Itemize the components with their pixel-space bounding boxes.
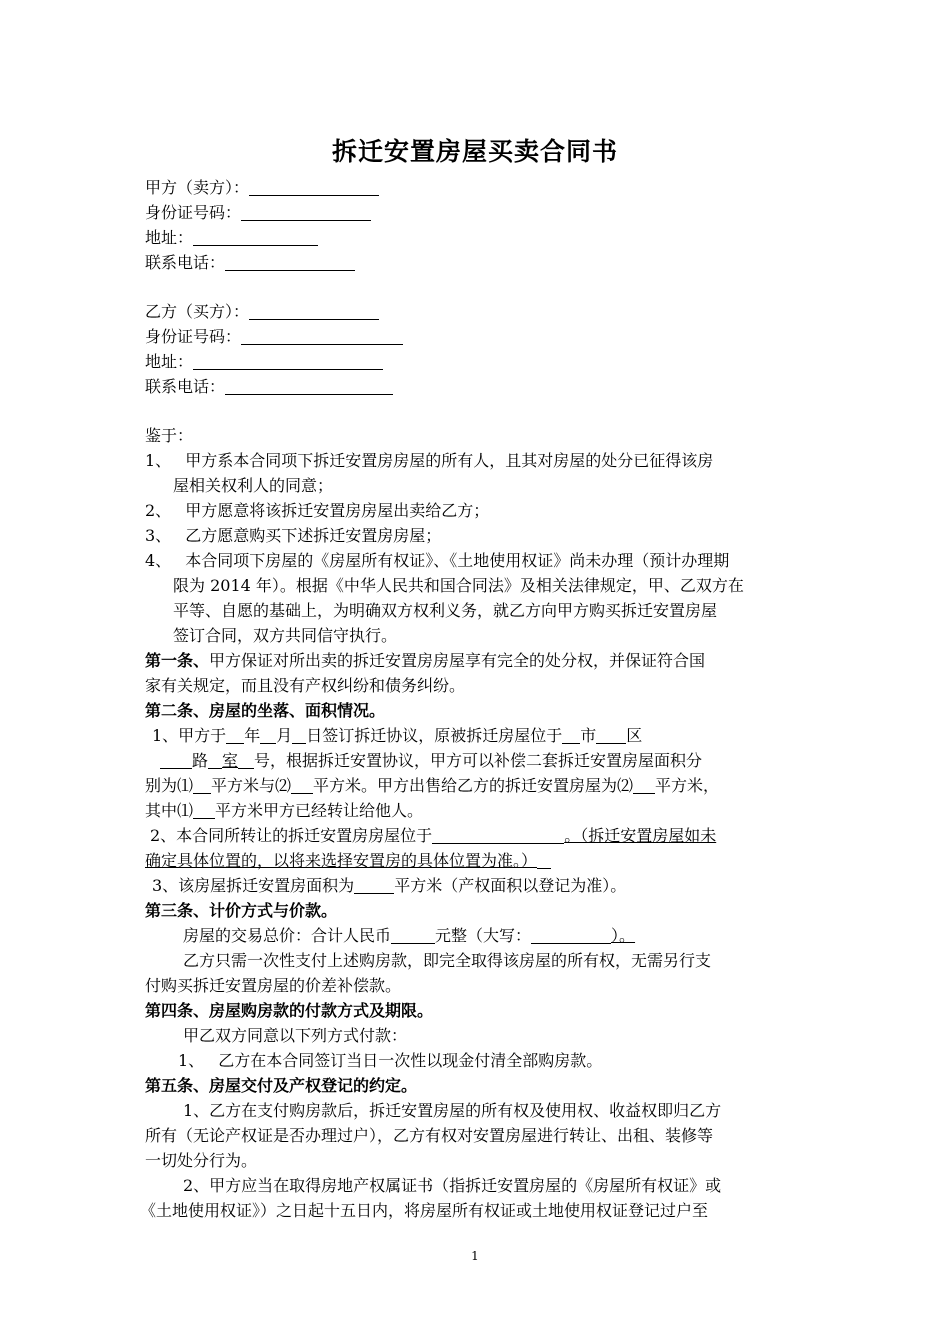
document-title: 拆迁安置房屋买卖合同书 [331, 137, 618, 166]
article-1-heading: 第一条、 [145, 651, 210, 670]
party-a-name-line [145, 177, 379, 199]
clause-text: 号，根据拆迁安置协议，甲方可以补偿二套拆迁安置房屋面积分 [254, 751, 703, 770]
article-2-clause-1 [152, 725, 642, 747]
item-number: 1、 [178, 1051, 205, 1070]
item-text: 乙方愿意购买下述拆迁安置房房屋； [185, 526, 442, 545]
whereas-item-3 [145, 525, 441, 547]
party-a-address-blank [193, 229, 318, 246]
article-2-clause-1-cont [160, 750, 702, 772]
day-blank [292, 727, 306, 744]
room-blank-a [208, 752, 222, 769]
area-sold-blank [633, 777, 655, 794]
article-2-clause-3 [152, 875, 626, 897]
clause-text: 别为⑴ [145, 776, 194, 795]
party-b-name-label: 乙方（买方）： [145, 302, 250, 321]
article-1-text: 甲方保证对所出卖的拆迁安置房房屋享有完全的处分权，并保证符合国 [209, 651, 706, 670]
district-blank [596, 727, 626, 744]
article-4-text: 甲乙双方同意以下列方式付款： [183, 1026, 408, 1045]
clause-text: 3、该房屋拆迁安置房面积为 [152, 876, 355, 895]
party-b-phone-blank [225, 378, 393, 395]
clause-text: 1、甲方于 [152, 726, 227, 745]
party-a-name-blank [249, 179, 379, 196]
party-a-id-line [145, 202, 371, 224]
room-blank-b [238, 752, 254, 769]
item-number: 2、 [145, 501, 172, 520]
clause-text: 市 [580, 726, 597, 745]
item-number: 3、 [145, 526, 172, 545]
page-number: 1 [471, 1249, 479, 1263]
article-5-clause-1-cont: 所有（无论产权证是否办理过户），乙方有权对安置房屋进行转让、出租、装修等 [145, 1126, 714, 1145]
clause-text: 。（拆迁安置房屋如未 [564, 826, 717, 845]
article-3-heading: 第三条、计价方式与价款。 [145, 901, 338, 920]
party-b-id-line [145, 326, 403, 348]
price-blank [391, 927, 435, 944]
clause-text: 平方米甲方已经转让给他人。 [215, 801, 424, 820]
article-2-clause-1-cont [145, 775, 719, 797]
item-text: 甲方愿意将该拆迁安置房房屋出卖给乙方； [185, 501, 490, 520]
clause-text: 平方米（产权面积以登记为准）。 [394, 876, 627, 895]
article-2-clause-2 [150, 825, 716, 847]
article-3-text: 乙方只需一次性支付上述购房款，即完全取得该房屋的所有权，无需另行支 [183, 951, 712, 970]
month-blank [260, 727, 276, 744]
article-5-heading: 第五条、房屋交付及产权登记的约定。 [145, 1076, 418, 1095]
party-a-name-label: 甲方（卖方）： [145, 178, 250, 197]
party-a-phone-line [145, 252, 355, 274]
clause-text: 其中⑴ [145, 801, 194, 820]
area-2-blank [291, 777, 313, 794]
party-b-name-line [145, 301, 379, 323]
item-text: 乙方在本合同签订当日一次性以现金付清全部购房款。 [218, 1051, 603, 1070]
article-1-cont: 家有关规定，而且没有产权纠纷和债务纠纷。 [145, 676, 466, 695]
whereas-item-4-cont: 签订合同，双方共同信守执行。 [173, 626, 398, 645]
city-blank [562, 727, 580, 744]
clause-text: 年 [244, 726, 261, 745]
party-a-id-blank [241, 204, 371, 221]
item-text: 本合同项下房屋的《房屋所有权证》、《土地使用权证》尚未办理（预计办理期 [185, 551, 730, 570]
party-b-address-line [145, 351, 383, 373]
clause-text: 室 [222, 751, 239, 770]
party-a-address-label: 地址： [145, 228, 194, 247]
clause-text: 平方米与⑵ [211, 776, 292, 795]
article-3-text-cont: 付购买拆迁安置房屋的价差补偿款。 [145, 976, 402, 995]
clause-text: 平方米， [655, 776, 720, 795]
party-b-address-blank [193, 353, 383, 370]
party-a-id-label: 身份证号码： [145, 203, 242, 222]
price-words-blank [531, 927, 611, 944]
whereas-item-2 [145, 500, 489, 522]
article-5-clause-1-cont: 一切处分行为。 [145, 1151, 258, 1170]
article-1-line [145, 650, 705, 672]
road-blank [160, 752, 192, 769]
whereas-heading: 鉴于： [145, 426, 194, 445]
party-b-address-label: 地址： [145, 352, 194, 371]
clause-text: 2、本合同所转让的拆迁安置房房屋位于 [150, 826, 433, 845]
party-a-phone-label: 联系电话： [145, 253, 226, 272]
location-blank [432, 827, 564, 844]
clause-text: 元整（大写： [435, 926, 532, 945]
whereas-item-4 [145, 550, 729, 572]
article-2-heading: 第二条、房屋的坐落、面积情况。 [145, 701, 386, 720]
year-blank [226, 727, 244, 744]
clause-text: 区 [626, 726, 643, 745]
clause-text: 房屋的交易总价：合计人民币 [183, 926, 392, 945]
article-3-price-line [183, 925, 635, 947]
area-1-blank [193, 777, 211, 794]
clause-text: 路 [192, 751, 209, 770]
party-b-name-blank [249, 303, 379, 320]
whereas-item-1 [145, 450, 713, 472]
area-transferred-blank [193, 802, 215, 819]
article-4-heading: 第四条、房屋购房款的付款方式及期限。 [145, 1001, 434, 1020]
article-5-clause-2-cont: 《土地使用权证》）之日起十五日内，将房屋所有权证或土地使用权证登记过户至 [140, 1201, 709, 1220]
clause-text: 日签订拆迁协议，原被拆迁房屋位于 [306, 726, 563, 745]
underline-tail [537, 852, 551, 869]
whereas-item-4-cont: 限为 2014 年）。根据《中华人民共和国合同法》及相关法律规定，甲、乙双方在 [173, 576, 744, 595]
item-text: 甲方系本合同项下拆迁安置房房屋的所有人，且其对房屋的处分已征得该房 [185, 451, 714, 470]
party-a-address-line [145, 227, 318, 249]
party-b-phone-line [145, 376, 393, 398]
clause-text: 月 [276, 726, 293, 745]
article-5-clause-2: 2、甲方应当在取得房地产权属证书（指拆迁安置房屋的《房屋所有权证》或 [183, 1176, 722, 1195]
article-2-clause-1-cont [145, 800, 423, 822]
article-4-item-1 [178, 1050, 602, 1072]
article-5-clause-1: 1、乙方在支付购房款后，拆迁安置房屋的所有权及使用权、收益权即归乙方 [183, 1101, 722, 1120]
clause-text: ）。 [611, 926, 636, 945]
party-b-id-blank [241, 328, 403, 345]
whereas-item-4-cont: 平等、自愿的基础上，为明确双方权利义务，就乙方向甲方购买拆迁安置房屋 [173, 601, 718, 620]
resettlement-area-blank [354, 877, 394, 894]
item-number: 1、 [145, 451, 172, 470]
clause-text: 平方米。甲方出售给乙方的拆迁安置房屋为⑵ [313, 776, 634, 795]
item-number: 4、 [145, 551, 172, 570]
party-a-phone-blank [225, 254, 355, 271]
clause-text: 确定具体位置的，以将来选择安置房的具体位置为准。） [145, 851, 538, 870]
party-b-phone-label: 联系电话： [145, 377, 226, 396]
article-2-clause-2-cont [145, 850, 551, 872]
whereas-item-1-cont: 屋相关权利人的同意； [173, 476, 334, 495]
party-b-id-label: 身份证号码： [145, 327, 242, 346]
